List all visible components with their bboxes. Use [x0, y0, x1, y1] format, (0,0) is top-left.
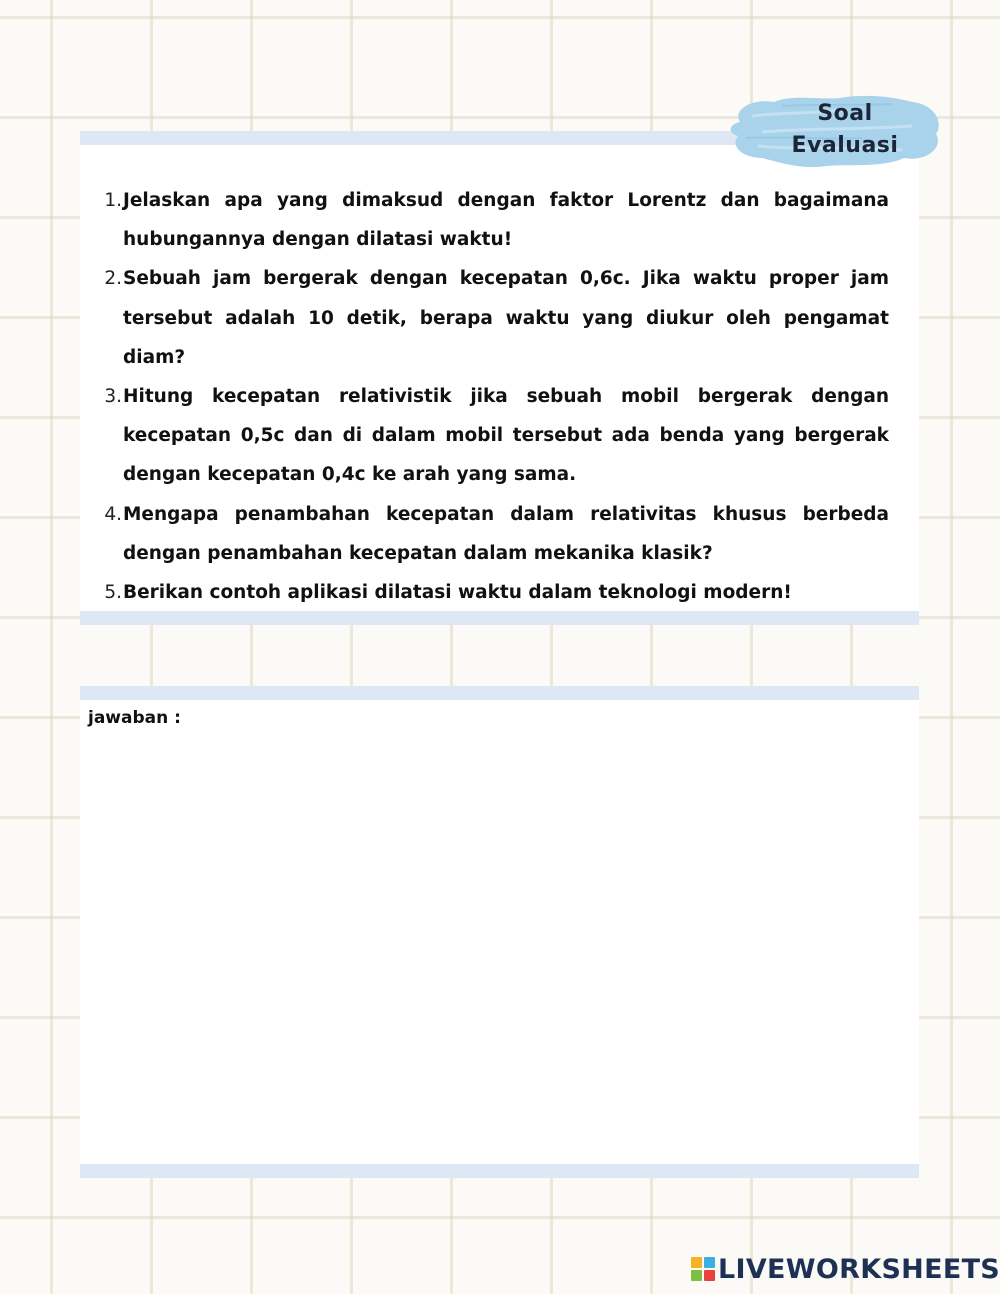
question-number: 1. [104, 190, 122, 211]
section-title-line1: Soal [817, 101, 873, 126]
question-number: 3. [104, 386, 122, 408]
section-title-line2: Evaluasi [791, 133, 899, 158]
question-item [100, 181, 889, 259]
question-text: Mengapa penambahan kecepatan dalam relativitas khusus berbeda dengan penambahan kecepatan dalam mekanika klasik? [123, 503, 889, 564]
card-bottom-band [80, 611, 919, 625]
question-text: Sebuah jam bergerak dengan kecepatan 0,6c. Jika waktu proper jam tersebut adalah 10 detik, berapa waktu yang diukur oleh pengamat diam? [123, 268, 889, 368]
question-item [100, 573, 889, 612]
liveworksheets-logo-icon [690, 1256, 716, 1282]
question-number: 5. [104, 582, 122, 604]
brand-name: LIVEWORKSHEETS [718, 1253, 1000, 1285]
question-item [100, 495, 889, 573]
question-number: 2. [104, 268, 122, 290]
question-list [100, 181, 889, 612]
liveworksheets-logo [690, 1252, 1000, 1286]
answer-bottom-band [80, 1164, 919, 1178]
question-item [100, 377, 889, 495]
question-text: Berikan contoh aplikasi dilatasi waktu dalam teknologi modern! [123, 582, 792, 604]
section-title [762, 98, 928, 162]
section-title-badge [722, 92, 942, 170]
question-text: Hitung kecepatan relativistik jika sebuah mobil bergerak dengan kecepatan 0,5c dan di dalam mobil tersebut ada benda yang bergerak dengan kecepatan 0,4c ke arah yang sama. [123, 386, 889, 486]
answer-card [80, 686, 919, 1178]
answer-top-band [80, 686, 919, 700]
question-number: 4. [104, 503, 122, 525]
question-item [100, 259, 889, 377]
question-text: Jelaskan apa yang dimaksud dengan faktor Lorentz dan bagaimana hubungannya dengan dilatasi waktu! [123, 190, 889, 251]
answer-label: jawaban : [88, 708, 181, 728]
